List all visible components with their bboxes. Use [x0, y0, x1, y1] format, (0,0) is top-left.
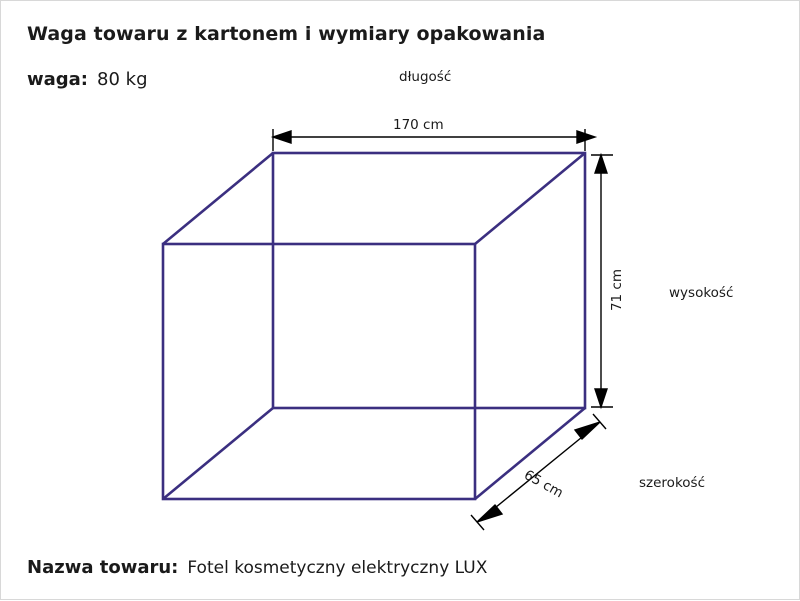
- height-label: wysokość: [669, 285, 734, 301]
- width-label: szerokość: [639, 475, 705, 491]
- weight-value: 80 kg: [97, 69, 148, 90]
- product-name-label: Nazwa towaru:: [27, 557, 179, 578]
- weight-label: waga:: [27, 69, 89, 90]
- box-wireframe: [163, 153, 585, 502]
- width-value: 65 cm: [521, 467, 566, 502]
- height-value: 71 cm: [609, 269, 625, 312]
- product-name-row: [27, 557, 487, 578]
- product-name-value: Fotel kosmetyczny elektryczny LUX: [187, 558, 488, 578]
- package-box-diagram: [1, 1, 800, 601]
- length-label: długość: [399, 69, 452, 85]
- page-title: Waga towaru z kartonem i wymiary opakowania: [27, 23, 546, 45]
- length-value: 170 cm: [393, 117, 444, 133]
